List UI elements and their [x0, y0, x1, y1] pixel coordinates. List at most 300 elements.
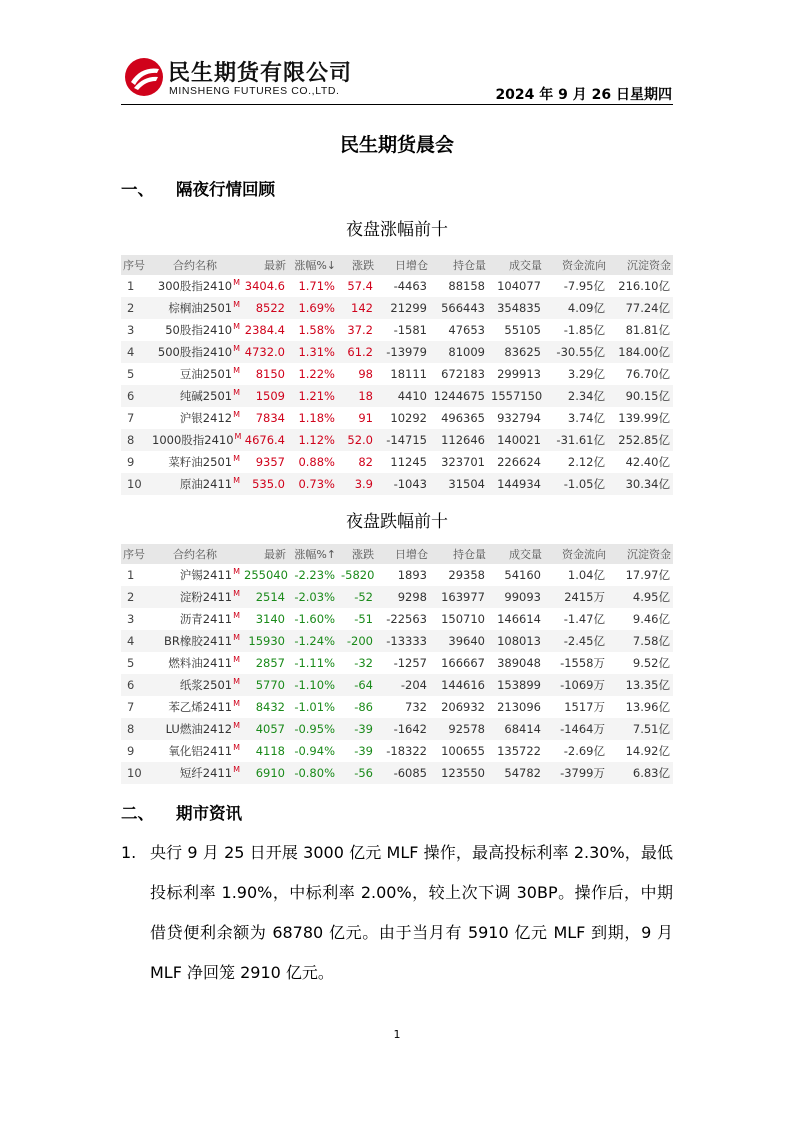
table-row[interactable] — [121, 275, 673, 297]
table-row[interactable] — [121, 473, 673, 495]
open-interest-cell: 150710 — [441, 612, 485, 626]
open-interest-change-cell: -1581 — [393, 323, 427, 337]
row-index-cell: 6 — [121, 385, 149, 407]
contract-name-text: LU燃油2412 — [165, 722, 233, 736]
volume-cell: 146614 — [497, 612, 541, 626]
main-contract-marker: M — [233, 344, 240, 354]
column-header-volume[interactable]: 成交量 — [488, 544, 544, 564]
contract-name-text: 原油2411 — [179, 477, 233, 491]
latest-price-cell: 2857 — [255, 656, 285, 670]
table-row[interactable] — [121, 674, 673, 696]
gainers-table — [121, 255, 673, 495]
open-interest-change-cell: -4463 — [393, 279, 427, 293]
column-header-row-index[interactable]: 序号 — [121, 544, 149, 564]
contract-name-cell — [149, 429, 241, 451]
column-header-latest-price[interactable]: 最新 — [241, 544, 288, 564]
open-interest-cell: 47653 — [448, 323, 485, 337]
volume-cell: 83625 — [488, 341, 544, 363]
fund-flow-cell: 2.12亿 — [567, 455, 605, 469]
change-cell: -52 — [338, 586, 376, 608]
fund-flow-cell: -1464万 — [544, 718, 608, 740]
settled-fund-cell: 42.40亿 — [625, 455, 670, 469]
open-interest-change-cell: -1257 — [393, 656, 427, 670]
contract-name-cell — [149, 473, 241, 495]
latest-price-cell: 4676.4 — [241, 429, 288, 451]
settled-fund-cell: 139.99亿 — [618, 411, 670, 425]
column-header-open-interest-change[interactable]: 日增仓 — [376, 544, 430, 564]
open-interest-cell: 672183 — [441, 367, 485, 381]
change-pct-cell: -0.80% — [288, 762, 338, 784]
volume-cell: 144934 — [488, 473, 544, 495]
volume-cell: 54782 — [488, 762, 544, 784]
open-interest-change-cell: 4410 — [376, 385, 430, 407]
company-name-en: MINSHENG FUTURES CO.,LTD. — [169, 85, 340, 97]
latest-price-cell: 255040 — [244, 568, 288, 582]
main-contract-marker: M — [233, 677, 240, 687]
fund-flow-cell: 2415万 — [544, 586, 608, 608]
volume-cell: 140021 — [488, 429, 544, 451]
volume-cell: 299913 — [497, 367, 541, 381]
settled-fund-cell: 6.83亿 — [608, 762, 673, 784]
settled-fund-cell: 184.00亿 — [608, 341, 673, 363]
column-header-change-pct[interactable]: 涨幅%↑ — [288, 544, 338, 564]
contract-name-cell — [149, 674, 241, 696]
row-index-cell: 8 — [121, 718, 149, 740]
column-header-open-interest[interactable]: 持仓量 — [430, 544, 488, 564]
change-cell: 52.0 — [338, 429, 376, 451]
open-interest-cell: 112646 — [430, 429, 488, 451]
volume-cell: 104077 — [497, 279, 541, 293]
column-header-change[interactable]: 涨跌 — [338, 255, 376, 275]
column-header-contract-name[interactable]: 合约名称 — [149, 255, 241, 275]
fund-flow-cell: -31.61亿 — [544, 429, 608, 451]
volume-cell: 932794 — [497, 411, 541, 425]
main-contract-marker: M — [233, 743, 240, 753]
contract-name-cell — [149, 407, 241, 429]
fund-flow-cell: 2.34亿 — [544, 385, 608, 407]
section-heading-news — [121, 800, 242, 824]
volume-cell: 68414 — [488, 718, 544, 740]
table-row[interactable] — [121, 341, 673, 363]
contract-name-cell — [149, 740, 241, 762]
row-index-cell: 2 — [121, 297, 149, 319]
section-number: 一、 — [121, 180, 154, 199]
section-label: 隔夜行情回顾 — [176, 180, 275, 199]
column-header-volume[interactable]: 成交量 — [488, 255, 544, 275]
change-pct-cell: -1.60% — [294, 612, 335, 626]
gainers-table-title: 夜盘涨幅前十 — [346, 220, 448, 240]
volume-cell: 135722 — [497, 744, 541, 758]
contract-name-text: 沥青2411 — [179, 612, 233, 626]
latest-price-cell: 2514 — [241, 586, 288, 608]
open-interest-cell: 496365 — [441, 411, 485, 425]
change-cell: 82 — [358, 455, 373, 469]
change-pct-cell: -1.10% — [288, 674, 338, 696]
main-contract-marker: M — [233, 476, 240, 486]
column-header-fund-flow[interactable]: 资金流向 — [544, 544, 608, 564]
settled-fund-cell: 252.85亿 — [608, 429, 673, 451]
contract-name-cell — [149, 385, 241, 407]
change-pct-cell: -1.24% — [288, 630, 338, 652]
table-row[interactable] — [121, 297, 673, 319]
open-interest-change-cell: 732 — [405, 700, 427, 714]
open-interest-change-cell: 10292 — [390, 411, 427, 425]
fund-flow-cell: -1069万 — [544, 674, 608, 696]
contract-name-text: 苯乙烯2411 — [168, 700, 233, 714]
fund-flow-cell: -2.69亿 — [563, 744, 605, 758]
column-header-settled-fund[interactable]: 沉淀资金 — [608, 544, 673, 564]
column-header-fund-flow[interactable]: 资金流向 — [544, 255, 608, 275]
open-interest-change-cell: -18322 — [386, 744, 427, 758]
page-number: 1 — [393, 1028, 401, 1041]
open-interest-change-cell: -22563 — [386, 612, 427, 626]
fund-flow-cell: -1.85亿 — [563, 323, 605, 337]
volume-cell: 354835 — [488, 297, 544, 319]
fund-flow-cell: -1.05亿 — [544, 473, 608, 495]
row-index-cell: 5 — [127, 367, 135, 381]
settled-fund-cell: 17.97亿 — [625, 568, 670, 582]
company-logo-icon — [124, 57, 164, 97]
change-cell: -86 — [354, 700, 373, 714]
open-interest-cell: 29358 — [448, 568, 485, 582]
settled-fund-cell: 76.70亿 — [625, 367, 670, 381]
settled-fund-cell: 81.81亿 — [625, 323, 670, 337]
table-row[interactable] — [121, 762, 673, 784]
column-header-open-interest[interactable]: 持仓量 — [430, 255, 488, 275]
fund-flow-cell: 1517万 — [564, 700, 605, 714]
main-contract-marker: M — [233, 699, 240, 709]
report-date: 2024 年 9 月 26 日星期四 — [495, 87, 672, 103]
table-row[interactable] — [121, 608, 673, 630]
settled-fund-cell: 216.10亿 — [618, 279, 670, 293]
contract-name-cell — [149, 451, 241, 473]
settled-fund-cell: 7.51亿 — [608, 718, 673, 740]
contract-name-text: 300股指2410 — [157, 279, 233, 293]
row-index-cell: 2 — [121, 586, 149, 608]
latest-price-cell: 4118 — [255, 744, 285, 758]
settled-fund-cell: 4.95亿 — [608, 586, 673, 608]
main-contract-marker: M — [233, 454, 240, 464]
latest-price-cell: 3140 — [255, 612, 285, 626]
change-cell: 98 — [358, 367, 373, 381]
table-row[interactable] — [121, 564, 673, 586]
row-index-cell: 1 — [127, 279, 135, 293]
row-index-cell: 3 — [127, 323, 135, 337]
settled-fund-cell: 7.58亿 — [608, 630, 673, 652]
table-row[interactable] — [121, 586, 673, 608]
change-cell: -51 — [354, 612, 373, 626]
latest-price-cell: 2384.4 — [244, 323, 285, 337]
contract-name-text: 沪锡2411 — [179, 568, 233, 582]
latest-price-cell: 4057 — [241, 718, 288, 740]
settled-fund-cell: 90.15亿 — [608, 385, 673, 407]
row-index-cell: 8 — [121, 429, 149, 451]
open-interest-change-cell: 11245 — [390, 455, 427, 469]
fund-flow-cell: -1558万 — [560, 656, 605, 670]
header-divider — [121, 104, 673, 105]
company-name-cn: 民生期货有限公司 — [168, 61, 353, 86]
column-header-change[interactable]: 涨跌 — [338, 544, 376, 564]
main-contract-marker: M — [233, 655, 240, 665]
main-contract-marker: M — [233, 721, 240, 731]
open-interest-change-cell: -13333 — [376, 630, 430, 652]
main-contract-marker: M — [233, 633, 240, 643]
contract-name-text: 豆油2501 — [179, 367, 233, 381]
open-interest-cell: 163977 — [430, 586, 488, 608]
open-interest-cell: 31504 — [430, 473, 488, 495]
open-interest-change-cell: -14715 — [376, 429, 430, 451]
change-cell: 57.4 — [347, 279, 373, 293]
latest-price-cell: 8150 — [255, 367, 285, 381]
change-cell: -39 — [354, 744, 373, 758]
column-header-contract-name[interactable]: 合约名称 — [149, 544, 241, 564]
contract-name-text: 纸浆2501 — [179, 678, 233, 692]
latest-price-cell: 8432 — [255, 700, 285, 714]
latest-price-cell: 15930 — [241, 630, 288, 652]
open-interest-change-cell: 1893 — [397, 568, 427, 582]
contract-name-text: 淀粉2411 — [179, 590, 233, 604]
volume-cell: 153899 — [488, 674, 544, 696]
contract-name-text: 短纤2411 — [179, 766, 233, 780]
table-header-row — [121, 544, 673, 564]
row-index-cell: 6 — [121, 674, 149, 696]
contract-name-text: 燃料油2411 — [168, 656, 233, 670]
change-cell: 18 — [338, 385, 376, 407]
main-contract-marker: M — [233, 388, 240, 398]
table-row[interactable] — [121, 363, 673, 385]
column-header-latest-price[interactable]: 最新 — [241, 255, 288, 275]
change-cell: 91 — [358, 411, 373, 425]
contract-name-cell — [149, 652, 241, 674]
open-interest-cell: 323701 — [441, 455, 485, 469]
contract-name-text: 50股指2410 — [165, 323, 233, 337]
main-contract-marker: M — [233, 366, 240, 376]
change-pct-cell: 1.21% — [288, 385, 338, 407]
change-pct-cell: 1.18% — [298, 411, 335, 425]
main-contract-marker: M — [233, 410, 240, 420]
contract-name-text: 1000股指2410 — [152, 433, 234, 447]
change-pct-cell: 0.88% — [298, 455, 335, 469]
open-interest-cell: 206932 — [441, 700, 485, 714]
open-interest-change-cell: 9298 — [376, 586, 430, 608]
table-row[interactable] — [121, 385, 673, 407]
open-interest-cell: 92578 — [430, 718, 488, 740]
change-cell: -200 — [338, 630, 376, 652]
main-contract-marker: M — [233, 765, 240, 775]
contract-name-text: 沪银2412 — [179, 411, 233, 425]
contract-name-cell — [149, 696, 241, 718]
latest-price-cell: 4732.0 — [241, 341, 288, 363]
news-item-number: 1. — [121, 843, 137, 862]
company-logo — [124, 55, 364, 103]
change-cell: -5820 — [341, 568, 375, 582]
open-interest-cell: 566443 — [430, 297, 488, 319]
change-pct-cell: 1.71% — [298, 279, 335, 293]
contract-name-cell — [149, 297, 241, 319]
row-index-cell: 7 — [127, 411, 135, 425]
main-contract-marker: M — [233, 300, 240, 310]
open-interest-change-cell: -6085 — [376, 762, 430, 784]
latest-price-cell: 535.0 — [241, 473, 288, 495]
open-interest-change-cell: 18111 — [390, 367, 427, 381]
open-interest-cell: 166667 — [441, 656, 485, 670]
open-interest-cell: 144616 — [430, 674, 488, 696]
change-cell: 37.2 — [347, 323, 373, 337]
table-row[interactable] — [121, 696, 673, 718]
contract-name-text: 菜籽油2501 — [168, 455, 233, 469]
fund-flow-cell: 3.74亿 — [567, 411, 605, 425]
change-pct-cell: 1.12% — [288, 429, 338, 451]
settled-fund-cell: 13.96亿 — [625, 700, 670, 714]
volume-cell: 1557150 — [488, 385, 544, 407]
contract-name-cell — [149, 586, 241, 608]
change-cell: 61.2 — [338, 341, 376, 363]
change-pct-cell: -2.23% — [294, 568, 335, 582]
fund-flow-cell: 4.09亿 — [544, 297, 608, 319]
main-contract-marker: M — [234, 432, 241, 442]
main-contract-marker: M — [233, 589, 240, 599]
contract-name-cell — [149, 630, 241, 652]
contract-name-cell — [149, 319, 241, 341]
fund-flow-cell: -2.45亿 — [544, 630, 608, 652]
column-header-change-pct[interactable]: 涨幅%↓ — [288, 255, 338, 275]
change-pct-cell: -0.95% — [288, 718, 338, 740]
table-row[interactable] — [121, 652, 673, 674]
row-index-cell: 10 — [121, 473, 149, 495]
contract-name-cell — [149, 275, 241, 297]
contract-name-cell — [149, 608, 241, 630]
latest-price-cell: 5770 — [241, 674, 288, 696]
change-pct-cell: -1.01% — [294, 700, 335, 714]
open-interest-cell: 100655 — [441, 744, 485, 758]
change-cell: -64 — [338, 674, 376, 696]
change-cell: -32 — [354, 656, 373, 670]
fund-flow-cell: 3.29亿 — [567, 367, 605, 381]
volume-cell: 55105 — [504, 323, 541, 337]
main-contract-marker: M — [233, 278, 240, 288]
open-interest-cell: 81009 — [430, 341, 488, 363]
page-title: 民生期货晨会 — [339, 134, 454, 156]
change-pct-cell: -2.03% — [288, 586, 338, 608]
latest-price-cell: 3404.6 — [244, 279, 285, 293]
contract-name-text: BR橡胶2411 — [163, 634, 233, 648]
table-row[interactable] — [121, 407, 673, 429]
open-interest-cell: 123550 — [430, 762, 488, 784]
change-cell: 3.9 — [338, 473, 376, 495]
settled-fund-cell: 13.35亿 — [608, 674, 673, 696]
row-index-cell: 4 — [121, 341, 149, 363]
row-index-cell: 9 — [127, 455, 135, 469]
contract-name-cell — [149, 564, 241, 586]
latest-price-cell: 1509 — [241, 385, 288, 407]
change-pct-cell: 1.69% — [288, 297, 338, 319]
open-interest-change-cell: -13979 — [376, 341, 430, 363]
latest-price-cell: 8522 — [241, 297, 288, 319]
column-header-settled-fund[interactable]: 沉淀资金 — [608, 255, 673, 275]
losers-table — [121, 544, 673, 784]
table-row[interactable] — [121, 718, 673, 740]
news-item — [121, 833, 673, 993]
column-header-open-interest-change[interactable]: 日增仓 — [376, 255, 430, 275]
table-row[interactable] — [121, 451, 673, 473]
open-interest-change-cell: 21299 — [376, 297, 430, 319]
volume-cell: 108013 — [488, 630, 544, 652]
open-interest-cell: 88158 — [448, 279, 485, 293]
settled-fund-cell: 30.34亿 — [608, 473, 673, 495]
change-cell: -39 — [338, 718, 376, 740]
change-cell: 142 — [338, 297, 376, 319]
contract-name-text: 500股指2410 — [157, 345, 233, 359]
main-contract-marker: M — [233, 322, 240, 332]
news-item-text: 央行 9 月 25 日开展 3000 亿元 MLF 操作，最高投标利率 2.30%，最低投标利率 1.90%，中标利率 2.00%，较上次下调 30BP。操作后，中期借贷便利余额为 68780 亿元。由于当月有 5910 亿元 MLF 到期，9 月 MLF 净回笼 2910 亿元。 — [150, 843, 673, 982]
settled-fund-cell: 9.52亿 — [632, 656, 670, 670]
section-number: 二、 — [121, 804, 154, 823]
table-row[interactable] — [121, 319, 673, 341]
contract-name-cell — [149, 363, 241, 385]
settled-fund-cell: 77.24亿 — [608, 297, 673, 319]
open-interest-cell: 1244675 — [430, 385, 488, 407]
contract-name-text: 棕榈油2501 — [168, 301, 233, 315]
row-index-cell: 1 — [127, 568, 135, 582]
change-pct-cell: 1.58% — [298, 323, 335, 337]
row-index-cell: 4 — [121, 630, 149, 652]
fund-flow-cell: -7.95亿 — [563, 279, 605, 293]
column-header-row-index[interactable]: 序号 — [121, 255, 149, 275]
fund-flow-cell: 1.04亿 — [567, 568, 605, 582]
settled-fund-cell: 14.92亿 — [625, 744, 670, 758]
fund-flow-cell: -1.47亿 — [563, 612, 605, 626]
change-pct-cell: 0.73% — [288, 473, 338, 495]
row-index-cell: 7 — [127, 700, 135, 714]
contract-name-cell — [149, 341, 241, 363]
latest-price-cell: 7834 — [255, 411, 285, 425]
open-interest-change-cell: -1642 — [376, 718, 430, 740]
settled-fund-cell: 9.46亿 — [632, 612, 670, 626]
contract-name-cell — [149, 762, 241, 784]
change-pct-cell: 1.31% — [288, 341, 338, 363]
table-row[interactable] — [121, 630, 673, 652]
contract-name-text: 氧化铝2411 — [168, 744, 233, 758]
row-index-cell: 10 — [121, 762, 149, 784]
fund-flow-cell: -30.55亿 — [544, 341, 608, 363]
section-label: 期市资讯 — [176, 804, 242, 823]
change-pct-cell: 1.22% — [298, 367, 335, 381]
table-row[interactable] — [121, 740, 673, 762]
volume-cell: 389048 — [497, 656, 541, 670]
row-index-cell: 9 — [127, 744, 135, 758]
losers-table-title: 夜盘跌幅前十 — [346, 512, 448, 532]
volume-cell: 99093 — [488, 586, 544, 608]
row-index-cell: 3 — [127, 612, 135, 626]
table-row[interactable] — [121, 429, 673, 451]
change-pct-cell: -1.11% — [294, 656, 335, 670]
row-index-cell: 5 — [127, 656, 135, 670]
main-contract-marker: M — [233, 567, 240, 577]
volume-cell: 226624 — [497, 455, 541, 469]
contract-name-text: 纯碱2501 — [179, 389, 233, 403]
open-interest-change-cell: -204 — [376, 674, 430, 696]
latest-price-cell: 6910 — [241, 762, 288, 784]
change-pct-cell: -0.94% — [294, 744, 335, 758]
volume-cell: 213096 — [497, 700, 541, 714]
table-header-row — [121, 255, 673, 275]
open-interest-change-cell: -1043 — [376, 473, 430, 495]
change-cell: -56 — [338, 762, 376, 784]
open-interest-cell: 39640 — [430, 630, 488, 652]
contract-name-cell — [149, 718, 241, 740]
fund-flow-cell: -3799万 — [544, 762, 608, 784]
main-contract-marker: M — [233, 611, 240, 621]
